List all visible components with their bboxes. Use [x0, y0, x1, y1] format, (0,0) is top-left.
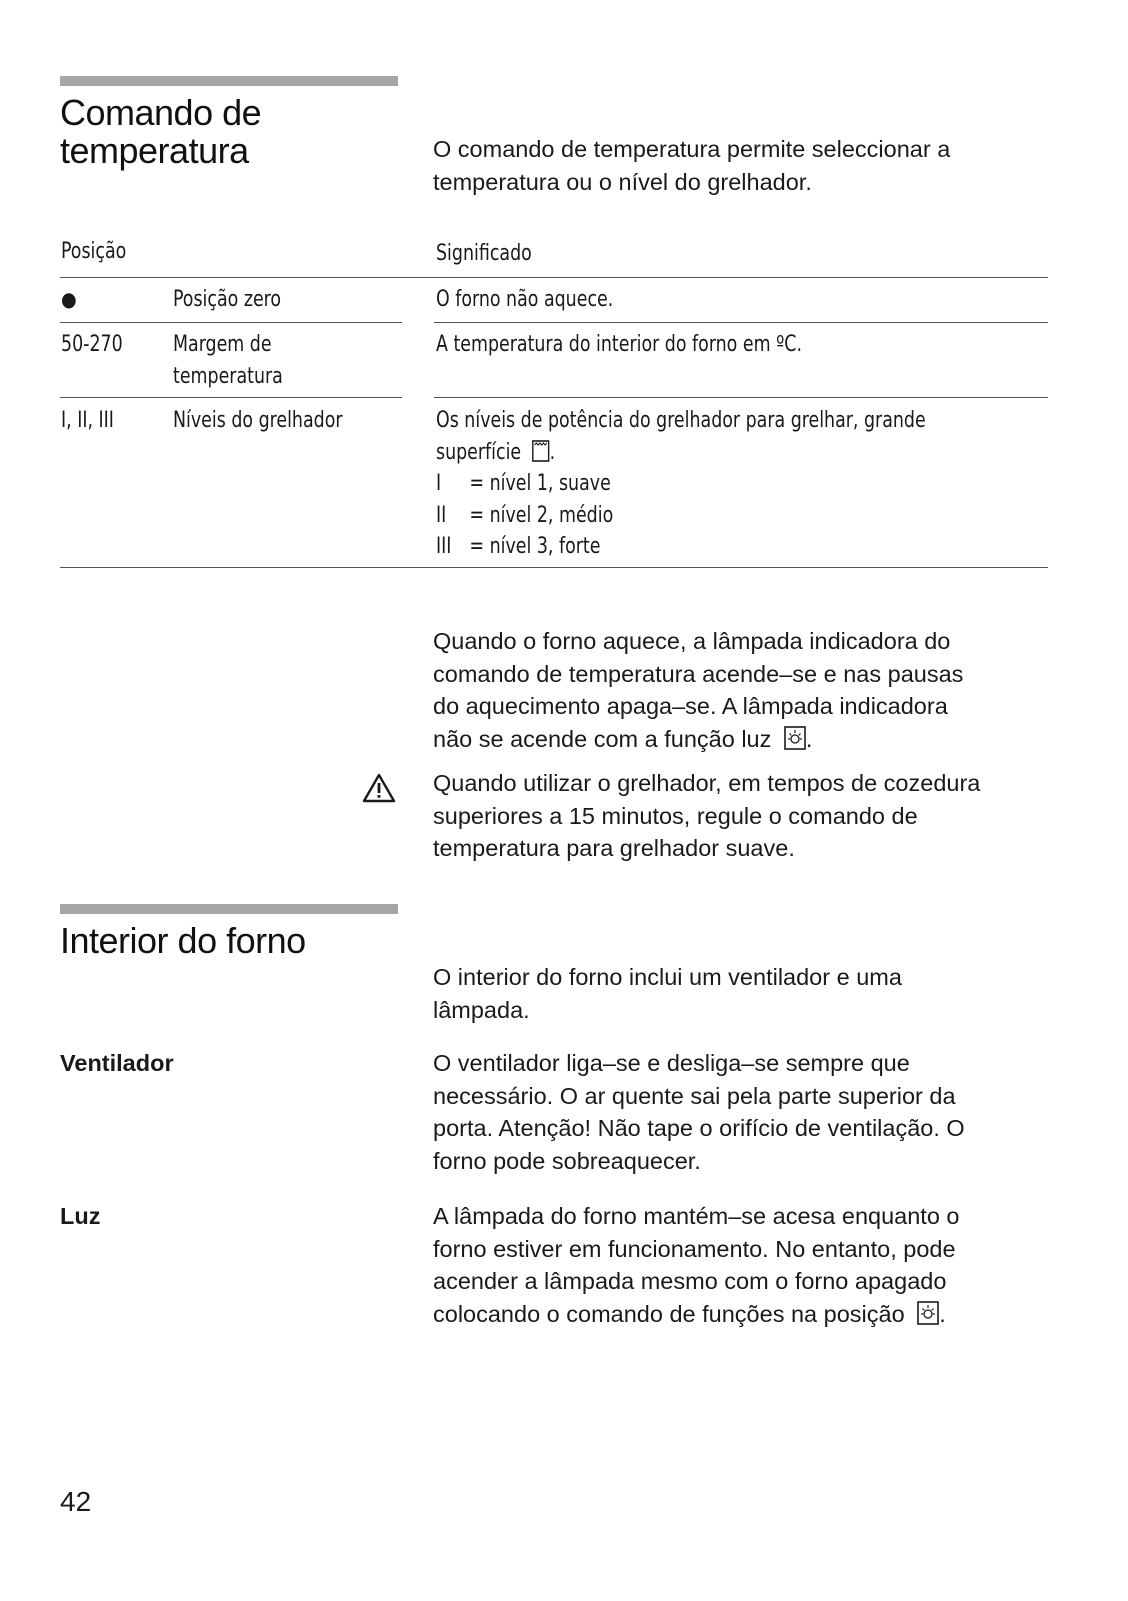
- light-icon: [784, 726, 806, 750]
- text-line: lâmpada.: [433, 996, 530, 1023]
- section-title-line: temperatura: [60, 130, 249, 171]
- level-symbol: I: [436, 471, 442, 496]
- table-bottom-line: [60, 567, 1048, 568]
- row-meaning: A temperatura do interior do forno em ºC.: [436, 332, 802, 357]
- level-symbol: III: [436, 534, 452, 559]
- table-divider: [434, 322, 1048, 323]
- text-line: [436, 437, 926, 469]
- section-rule: [60, 904, 398, 914]
- period: .: [549, 439, 556, 465]
- text-segment: superfície: [436, 439, 522, 465]
- text-line: Os níveis de potência do grelhador para grelhar, grande: [436, 408, 926, 433]
- text-line: necessário. O ar quente sai pela parte superior da: [433, 1082, 956, 1109]
- text-line: do aquecimento apaga–se. A lâmpada indicadora: [433, 693, 948, 719]
- level-row: [436, 500, 926, 532]
- text-line: O ventilador liga–se e desliga–se sempre que: [433, 1050, 910, 1076]
- text-line: Margem de: [173, 332, 272, 357]
- section-intro: [433, 961, 902, 1026]
- text-segment: não se acende com a função luz: [433, 725, 772, 752]
- text-line: temperatura ou o nível do grelhador.: [433, 168, 812, 195]
- warning-paragraph: [433, 767, 980, 865]
- text-line: A lâmpada do forno mantém–se acesa enquanto o: [433, 1203, 960, 1229]
- text-line: comando de temperatura acende–se e nas pausas: [433, 660, 964, 687]
- text-line: [433, 1298, 960, 1331]
- row-symbol: 50-270: [61, 332, 123, 357]
- row-name: Níveis do grelhador: [173, 408, 343, 433]
- level-row: [436, 531, 926, 563]
- light-paragraph: [433, 1200, 960, 1330]
- level-text: = nível 3, forte: [469, 534, 601, 559]
- text-segment: colocando o comando de funções na posição: [433, 1300, 905, 1327]
- text-line: Quando utilizar o grelhador, em tempos de cozedura: [433, 770, 981, 796]
- period: .: [805, 725, 813, 752]
- text-line: temperatura para grelhador suave.: [433, 835, 795, 861]
- text-line: Quando o forno aquece, a lâmpada indicadora do: [433, 628, 951, 654]
- text-line: temperatura: [173, 363, 283, 389]
- page-number: 42: [60, 1486, 92, 1517]
- period: .: [939, 1300, 946, 1327]
- level-row: [436, 468, 926, 500]
- table-divider: [434, 397, 1048, 398]
- table-header-meaning: Significado: [436, 241, 532, 266]
- level-symbol: II: [436, 502, 447, 528]
- fan-heading: Ventilador: [60, 1050, 174, 1076]
- text-line: porta. Atenção! Não tape o orifício de ventilação. O: [433, 1115, 965, 1141]
- row-name: Posição zero: [173, 287, 282, 312]
- text-line: O comando de temperatura permite seleccionar a: [433, 136, 951, 162]
- text-line: superiores a 15 minutos, regule o comando de: [433, 802, 918, 829]
- section-title-line: Comando de: [60, 92, 262, 133]
- text-line: [433, 723, 963, 756]
- table-divider: [60, 397, 402, 398]
- table-divider: [60, 277, 1048, 278]
- section-title: [60, 94, 261, 170]
- section-intro: [433, 133, 950, 198]
- table-divider: [60, 322, 402, 323]
- light-icon: [917, 1301, 939, 1325]
- level-text: = nível 1, suave: [469, 471, 611, 496]
- large-grill-icon: [532, 440, 550, 462]
- text-line: O interior do forno inclui um ventilador e uma: [433, 964, 902, 990]
- table-header-position: Posição: [61, 239, 127, 264]
- row-meaning: [436, 405, 926, 563]
- warning-icon: [361, 772, 397, 804]
- lamp-paragraph: [433, 625, 963, 755]
- row-name: [173, 329, 283, 392]
- section-title: Interior do forno: [60, 920, 306, 961]
- text-line: forno estiver em funcionamento. No entanto, pode: [433, 1235, 956, 1262]
- level-text: = nível 2, médio: [469, 502, 614, 528]
- text-line: acender a lâmpada mesmo com o forno apagado: [433, 1268, 947, 1294]
- text-line: forno pode sobreaquecer.: [433, 1147, 701, 1174]
- fan-paragraph: [433, 1047, 965, 1177]
- row-symbol: I, II, III: [61, 408, 114, 433]
- light-heading: Luz: [60, 1203, 101, 1229]
- row-meaning: O forno não aquece.: [436, 287, 614, 312]
- section-rule: [60, 76, 398, 86]
- row-symbol-zero: ●: [61, 287, 77, 311]
